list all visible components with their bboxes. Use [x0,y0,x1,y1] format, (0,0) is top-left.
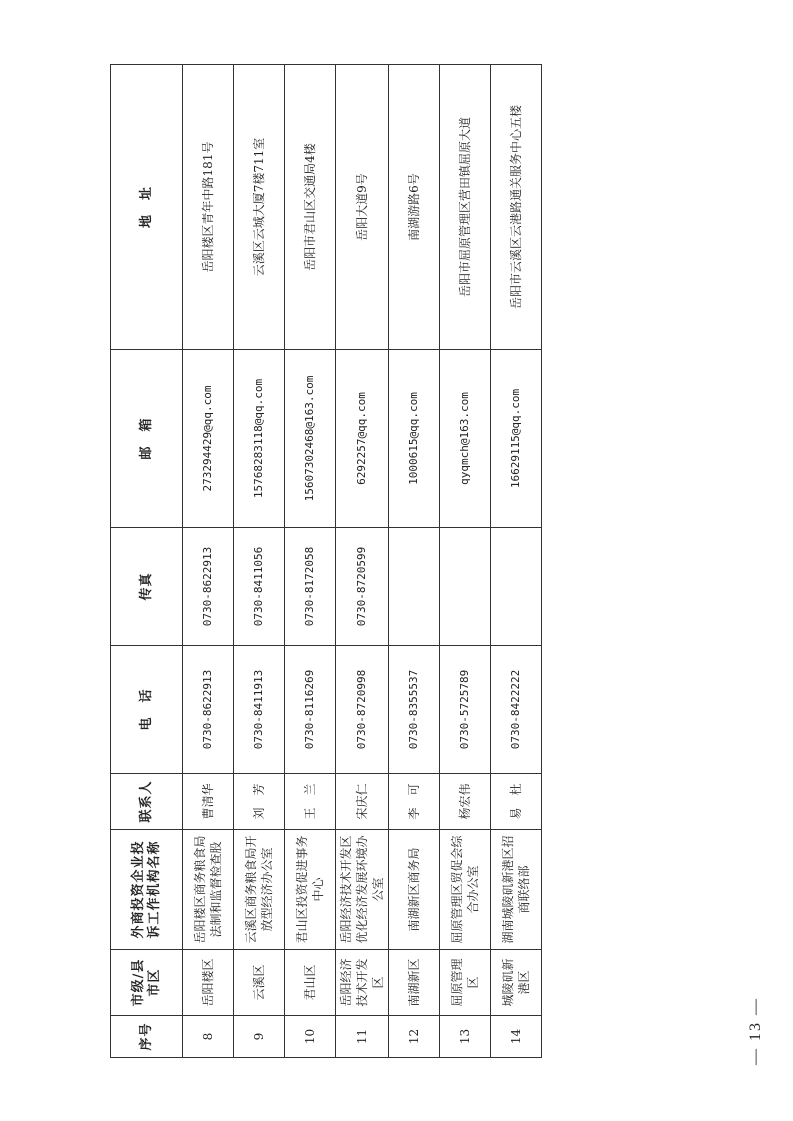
fax-cell: 0730-8720599 [336,528,389,646]
fax-cell [440,528,491,646]
agency-cell: 君山区投资促进事务中心 [285,830,336,950]
agency-cell: 云溪区商务粮食局开放型经济办公室 [234,830,285,950]
agency-cell: 屈原管理区贸促会综合办公室 [440,830,491,950]
address-cell: 岳阳市君山区交通局4楼 [285,65,336,350]
rotated-table-container [110,65,542,1058]
address-cell: 南湖游路6号 [389,65,440,350]
level-cell: 屈原管理区 [440,950,491,1016]
seq-cell: 9 [234,1016,285,1058]
header-phone: 电 话 [111,646,183,774]
level-cell: 城陵矶新港区 [491,950,542,1016]
phone-cell: 0730-8422222 [491,646,542,774]
level-cell: 南湖新区 [389,950,440,1016]
table-row [491,65,542,1058]
header-contact: 联系人 [111,774,183,830]
email-cell: 16629115@qq.com [491,350,542,528]
contact-cell: 刘 芳 [234,774,285,830]
contact-cell: 曹清华 [183,774,234,830]
contact-cell: 王 兰 [285,774,336,830]
header-email: 邮 箱 [111,350,183,528]
agency-cell: 岳阳楼区商务粮食局法制和监督检查股 [183,830,234,950]
level-cell: 岳阳楼区 [183,950,234,1016]
seq-cell: 14 [491,1016,542,1058]
contact-cell: 杨宏伟 [440,774,491,830]
table-row [440,65,491,1058]
table-body [183,65,542,1058]
email-cell: 15768283118@qq.com [234,350,285,528]
table-row [389,65,440,1058]
phone-cell: 0730-8355537 [389,646,440,774]
address-cell: 岳阳楼区青年中路181号 [183,65,234,350]
phone-cell: 0730-8622913 [183,646,234,774]
email-cell: 15607302468@163.com [285,350,336,528]
phone-cell: 0730-8411913 [234,646,285,774]
header-fax: 传真 [111,528,183,646]
header-agency: 外商投资企业投诉工作机构名称 [111,830,183,950]
table-row [285,65,336,1058]
address-cell: 云溪区云城大厦7楼711室 [234,65,285,350]
fax-cell [491,528,542,646]
page-number: — 13 — [747,997,764,1065]
complaint-agencies-table [110,64,542,1058]
seq-cell: 13 [440,1016,491,1058]
header-level: 市级/县市区 [111,950,183,1016]
table-header-row [111,65,183,1058]
fax-cell [389,528,440,646]
agency-cell: 湖南城陵矶新港区招商联络部 [491,830,542,950]
level-cell: 君山区 [285,950,336,1016]
address-cell: 岳阳大道9号 [336,65,389,350]
agency-cell: 南湖新区商务局 [389,830,440,950]
fax-cell: 0730-8622913 [183,528,234,646]
header-seq: 序号 [111,1016,183,1058]
contact-cell: 宋庆仁 [336,774,389,830]
level-cell: 岳阳经济技术开发区 [336,950,389,1016]
seq-cell: 8 [183,1016,234,1058]
table-row [336,65,389,1058]
email-cell: qyqmch@163.com [440,350,491,528]
email-cell: 6292257@qq.com [336,350,389,528]
phone-cell: 0730-8116269 [285,646,336,774]
table-row [234,65,285,1058]
email-cell: 1000615@qq.com [389,350,440,528]
seq-cell: 10 [285,1016,336,1058]
table-row [183,65,234,1058]
contact-cell: 李 可 [389,774,440,830]
contact-cell: 易 杜 [491,774,542,830]
level-cell: 云溪区 [234,950,285,1016]
address-cell: 岳阳市屈原管理区营田镇屈原大道 [440,65,491,350]
seq-cell: 11 [336,1016,389,1058]
agency-cell: 岳阳经济技术开发区优化经济发展环境办公室 [336,830,389,950]
phone-cell: 0730-5725789 [440,646,491,774]
phone-cell: 0730-8720998 [336,646,389,774]
email-cell: 273294429@qq.com [183,350,234,528]
address-cell: 岳阳市云溪区云港路通关服务中心五楼 [491,65,542,350]
seq-cell: 12 [389,1016,440,1058]
fax-cell: 0730-8172058 [285,528,336,646]
header-address: 地 址 [111,65,183,350]
fax-cell: 0730-8411056 [234,528,285,646]
